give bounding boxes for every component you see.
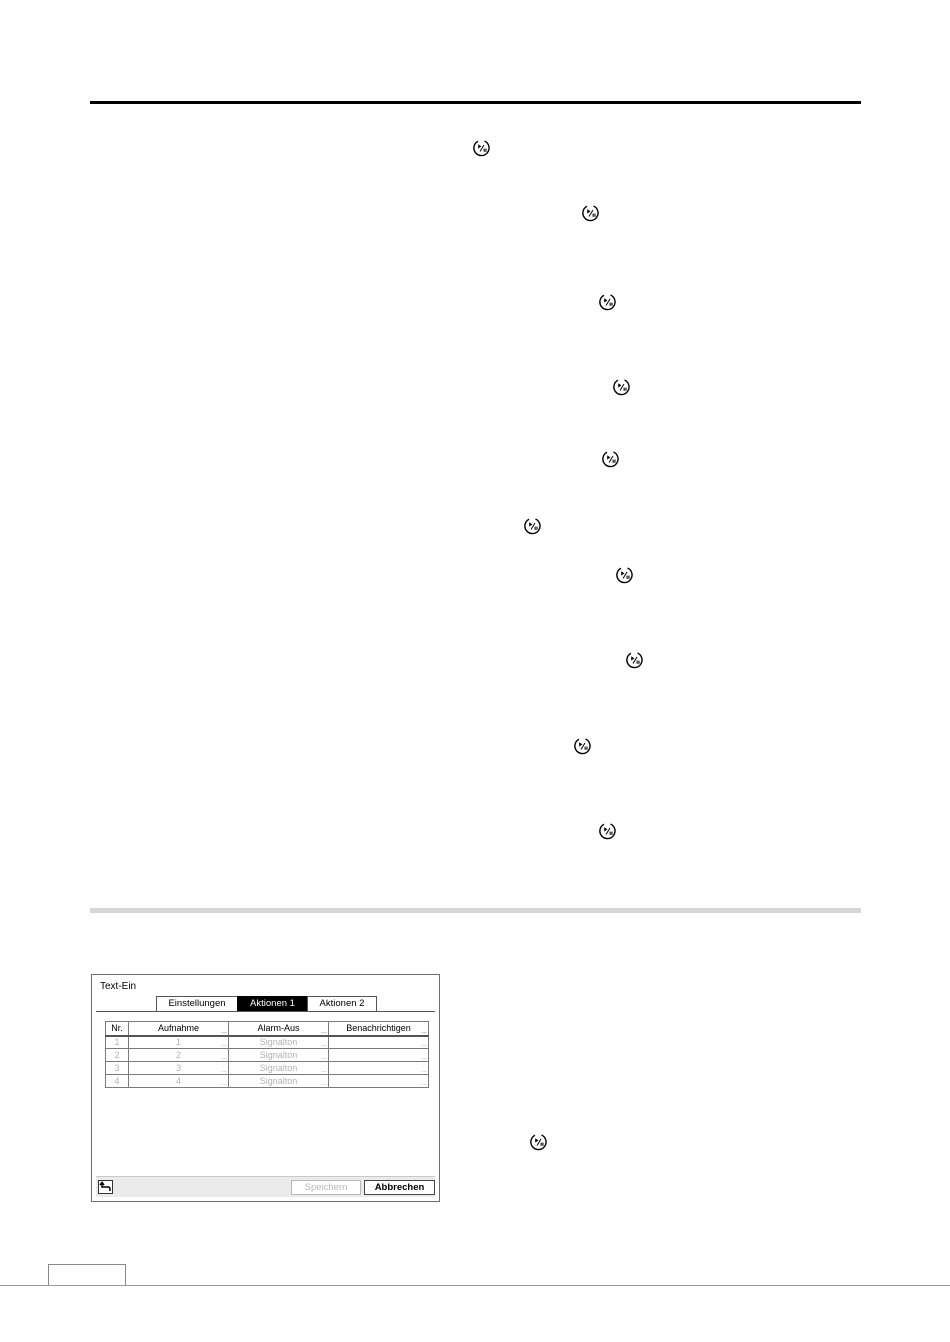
play-pause-icon [574,737,592,755]
alarm-aus-cell[interactable]: Signalton ... [229,1062,329,1075]
column-header-aufnahme[interactable]: Aufnahme ... [129,1022,229,1036]
back-button[interactable] [98,1180,113,1194]
column-header-nr: Nr. [106,1022,129,1036]
play-pause-icon [524,517,542,535]
text-in-dialog [91,974,440,1202]
table-row [106,1062,429,1075]
back-arrow-icon [99,1181,112,1193]
column-header-benachrichtigen[interactable]: Benachrichtigen ... [329,1022,429,1036]
alarm-aus-cell[interactable]: Signalton ... [229,1049,329,1062]
aufnahme-cell[interactable]: 3 ... [129,1062,229,1075]
play-pause-icon [599,293,617,311]
tab-bar [156,996,376,1011]
save-button[interactable]: Speichern [291,1180,361,1195]
tab-aktionen-1[interactable]: Aktionen 1 [237,996,308,1011]
section-rule [90,908,861,913]
aufnahme-cell[interactable]: 1 ... [129,1036,229,1049]
play-pause-icon [602,450,620,468]
play-pause-icon [613,378,631,396]
tab-einstellungen[interactable]: Einstellungen [156,996,238,1011]
play-pause-icon [616,566,634,584]
alarm-aus-cell[interactable]: Signalton ... [229,1036,329,1049]
top-rule [90,101,861,104]
row-number: 4 [106,1075,129,1088]
benachrichtigen-cell[interactable]: ... [329,1049,429,1062]
table-row [106,1075,429,1088]
play-pause-icon [473,139,491,157]
table-header-row [106,1022,429,1036]
table-row [106,1049,429,1062]
dialog-footer [96,1176,435,1197]
benachrichtigen-cell[interactable]: ... [329,1062,429,1075]
aufnahme-cell[interactable]: 2 ... [129,1049,229,1062]
play-pause-icon [582,204,600,222]
alarm-aus-cell[interactable]: Signalton ... [229,1075,329,1088]
footer-rule [0,1285,950,1286]
benachrichtigen-cell[interactable]: ... [329,1036,429,1049]
play-pause-icon [626,651,644,669]
row-number: 2 [106,1049,129,1062]
tab-divider [96,1011,435,1012]
benachrichtigen-cell[interactable]: ... [329,1075,429,1088]
play-pause-icon [599,822,617,840]
cancel-button[interactable]: Abbrechen [364,1180,435,1195]
row-number: 3 [106,1062,129,1075]
play-pause-icon [530,1133,548,1151]
actions-table [105,1021,429,1088]
dialog-title: Text-Ein [100,981,137,992]
table-row [106,1036,429,1049]
row-number: 1 [106,1036,129,1049]
page-number-tab [48,1264,126,1286]
column-header-alarm-aus[interactable]: Alarm-Aus ... [229,1022,329,1036]
aufnahme-cell[interactable]: 4 ... [129,1075,229,1088]
tab-aktionen-2[interactable]: Aktionen 2 [307,996,377,1011]
